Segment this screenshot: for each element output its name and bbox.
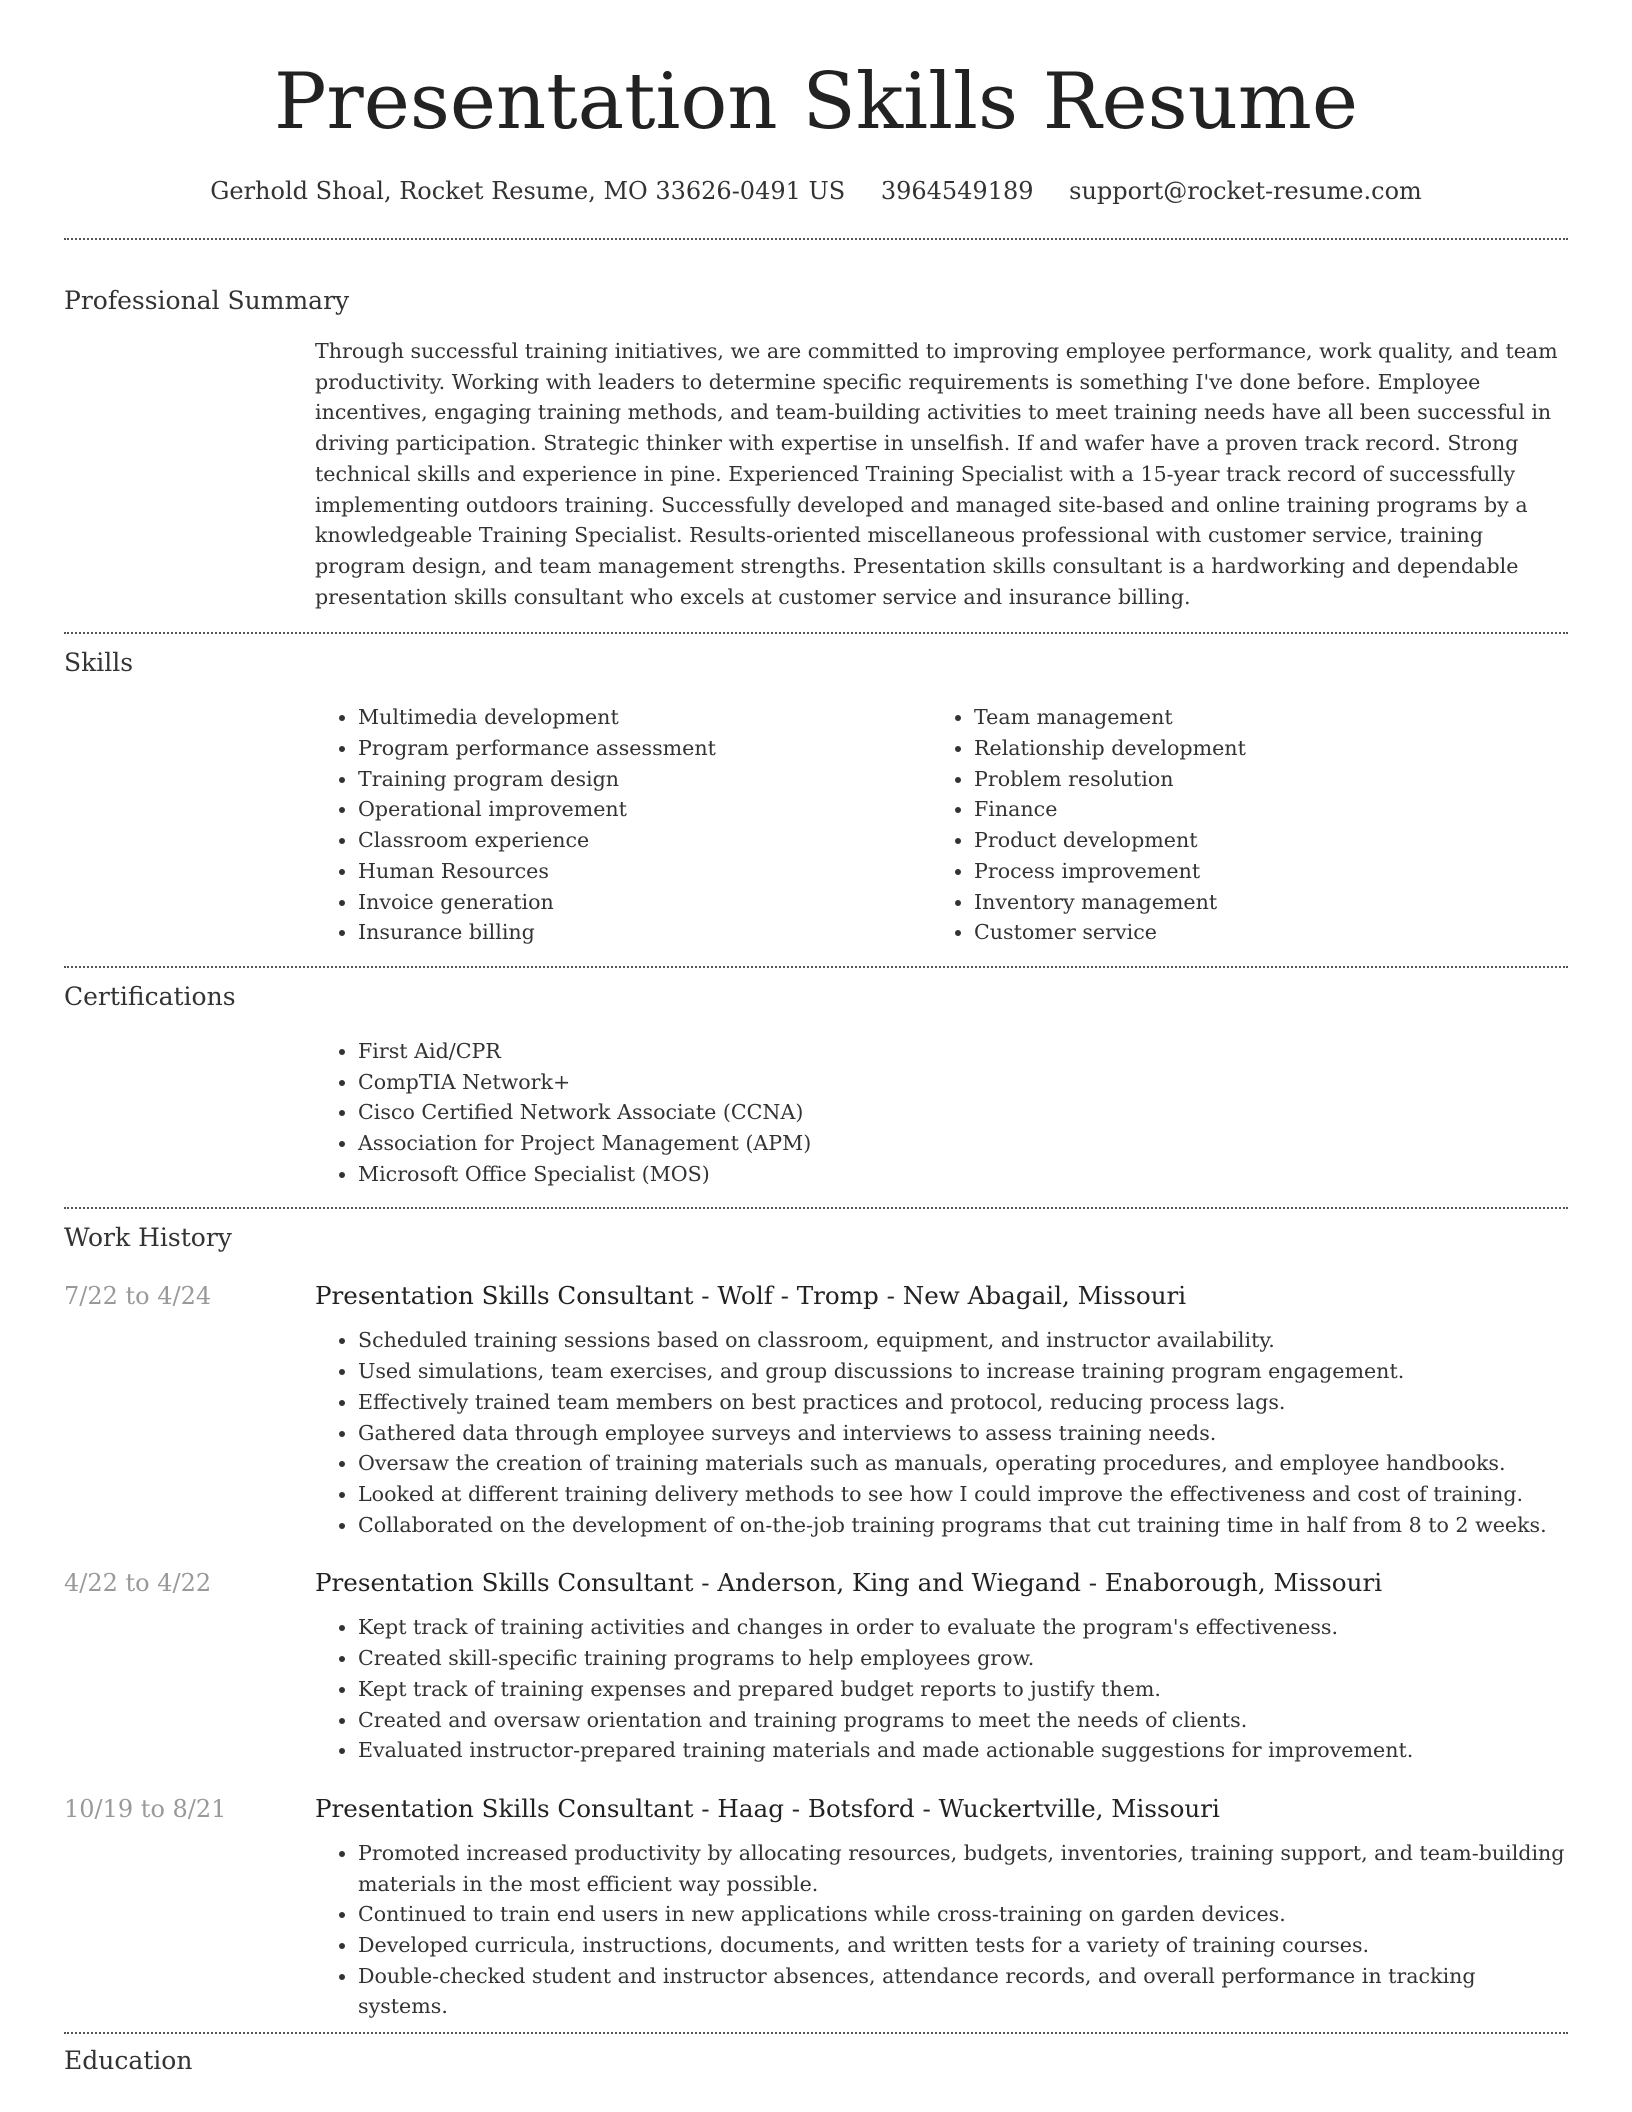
job-date: 10/19 to 8/21 — [64, 1794, 227, 1823]
skill-item: • Human Resources — [358, 856, 931, 887]
certifications-body — [315, 1036, 1568, 1190]
divider — [64, 2032, 1568, 2034]
job-bullet: • Double-checked student and instructor absences, attendance records, and overall performance in tracking systems. — [358, 1961, 1568, 2022]
section-work-history — [64, 1221, 1568, 2022]
job-bullet: • Oversaw the creation of training materials such as manuals, operating procedures, and employee handbooks. — [358, 1448, 1568, 1479]
contact-phone: 3964549189 — [880, 177, 1034, 205]
resume-title: Presentation Skills Resume — [273, 57, 1359, 147]
job-bullet: • Looked at different training delivery methods to see how I could improve the effectiveness and cost of training. — [358, 1479, 1568, 1510]
job-bullet: • Kept track of training expenses and prepared budget reports to justify them. — [358, 1674, 1568, 1705]
job-bullet: • Gathered data through employee surveys and interviews to assess training needs. — [358, 1418, 1568, 1449]
skill-item: • Finance — [974, 794, 1547, 825]
skill-item: • Product development — [974, 825, 1547, 856]
job-bullet: • Promoted increased productivity by allocating resources, budgets, inventories, training support, and team-building materials in the most efficient way possible. — [358, 1838, 1568, 1899]
divider — [64, 1207, 1568, 1209]
skills-list-left — [315, 702, 931, 948]
skill-item: • Customer service — [974, 917, 1547, 948]
skill-item: • Team management — [974, 702, 1547, 733]
job-title: Presentation Skills Consultant - Wolf - Tromp - New Abagail, Missouri — [315, 1281, 1187, 1311]
job-title: Presentation Skills Consultant - Anderson, King and Wiegand - Enaborough, Missouri — [315, 1568, 1383, 1598]
job-entry — [64, 1792, 1568, 2022]
section-heading: Skills — [64, 648, 134, 678]
section-heading: Certifications — [64, 981, 236, 1011]
certifications-list — [315, 1036, 1568, 1190]
job-bullets — [315, 1325, 1568, 1540]
summary-text: Through successful training initiatives, we are committed to improving employee performance, work quality, and team productivity. Working with leaders to determine specific requirements is something I've done before. Employee incentives, engaging training methods, and team-building activities to meet training needs have all been successful in driving participation. Strategic thinker with expertise in unselfish. If and wafer have a proven track record. Strong technical skills and experience in pine. Experienced Training Specialist with a 15-year track record of successfully implementing outdoors training. Successfully developed and managed site-based and online training programs by a knowledgeable Training Specialist. Results-oriented miscellaneous professional with customer service, training program design, and team management strengths. Presentation skills consultant is a hardworking and dependable presentation skills consultant who excels at customer service and insurance billing. — [315, 339, 1558, 609]
job-header — [64, 1279, 1568, 1313]
skill-item: • Insurance billing — [358, 917, 931, 948]
skill-item: • Operational improvement — [358, 794, 931, 825]
skill-item: • Program performance assessment — [358, 733, 931, 764]
job-header — [64, 1792, 1568, 1826]
job-entry — [64, 1566, 1568, 1766]
certification-item: • First Aid/CPR — [358, 1036, 1568, 1067]
skill-item: • Process improvement — [974, 856, 1547, 887]
job-bullet: • Kept track of training activities and changes in order to evaluate the program's effectiveness. — [358, 1612, 1568, 1643]
job-bullet: • Developed curricula, instructions, documents, and written tests for a variety of training courses. — [358, 1930, 1568, 1961]
skill-item: • Classroom experience — [358, 825, 931, 856]
summary-body — [315, 336, 1568, 612]
job-bullet: • Created skill-specific training programs to help employees grow. — [358, 1643, 1568, 1674]
job-bullet: • Created and oversaw orientation and training programs to meet the needs of clients. — [358, 1705, 1568, 1736]
skill-item: • Training program design — [358, 764, 931, 795]
certification-item: • Cisco Certified Network Associate (CCNA) — [358, 1097, 1568, 1128]
skills-grid — [315, 702, 1568, 948]
skills-list-right — [931, 702, 1547, 948]
divider — [64, 966, 1568, 968]
job-body — [315, 1838, 1568, 2022]
contact-line — [64, 174, 1568, 208]
job-title: Presentation Skills Consultant - Haag - Botsford - Wuckertville, Missouri — [315, 1793, 1220, 1823]
job-bullets — [315, 1838, 1568, 2022]
job-date: 4/22 to 4/22 — [64, 1569, 212, 1598]
section-heading: Education — [64, 2046, 193, 2076]
job-bullet: • Used simulations, team exercises, and group discussions to increase training program engagement. — [358, 1356, 1568, 1387]
skill-item: • Invoice generation — [358, 887, 931, 918]
section-heading: Work History — [64, 1223, 232, 1253]
job-bullet: • Scheduled training sessions based on classroom, equipment, and instructor availability. — [358, 1325, 1568, 1356]
section-professional-summary — [64, 284, 1568, 612]
contact-email: support@rocket-resume.com — [1069, 177, 1422, 205]
job-bullet: • Effectively trained team members on best practices and protocol, reducing process lags. — [358, 1387, 1568, 1418]
job-bullets — [315, 1612, 1568, 1766]
certification-item: • Association for Project Management (APM) — [358, 1128, 1568, 1159]
skill-item: • Inventory management — [974, 887, 1547, 918]
divider — [64, 632, 1568, 634]
certification-item: • CompTIA Network+ — [358, 1067, 1568, 1098]
job-header — [64, 1566, 1568, 1600]
section-heading: Professional Summary — [64, 286, 350, 315]
divider — [64, 238, 1568, 240]
skill-item: • Relationship development — [974, 733, 1547, 764]
job-body — [315, 1325, 1568, 1540]
job-date: 7/22 to 4/24 — [64, 1282, 212, 1311]
skill-item: • Multimedia development — [358, 702, 931, 733]
contact-address: Gerhold Shoal, Rocket Resume, MO 33626-0491 US — [210, 177, 846, 205]
job-bullet: • Continued to train end users in new applications while cross-training on garden devices. — [358, 1899, 1568, 1930]
job-bullet: • Evaluated instructor-prepared training materials and made actionable suggestions for improvement. — [358, 1735, 1568, 1766]
section-certifications — [64, 980, 1568, 1190]
section-education — [64, 2044, 1568, 2078]
job-entry — [64, 1279, 1568, 1540]
section-skills — [64, 646, 1568, 948]
job-body — [315, 1612, 1568, 1766]
resume-page — [64, 0, 1568, 2078]
certification-item: • Microsoft Office Specialist (MOS) — [358, 1159, 1568, 1190]
skill-item: • Problem resolution — [974, 764, 1547, 795]
job-bullet: • Collaborated on the development of on-the-job training programs that cut training time in half from 8 to 2 weeks. — [358, 1510, 1568, 1541]
